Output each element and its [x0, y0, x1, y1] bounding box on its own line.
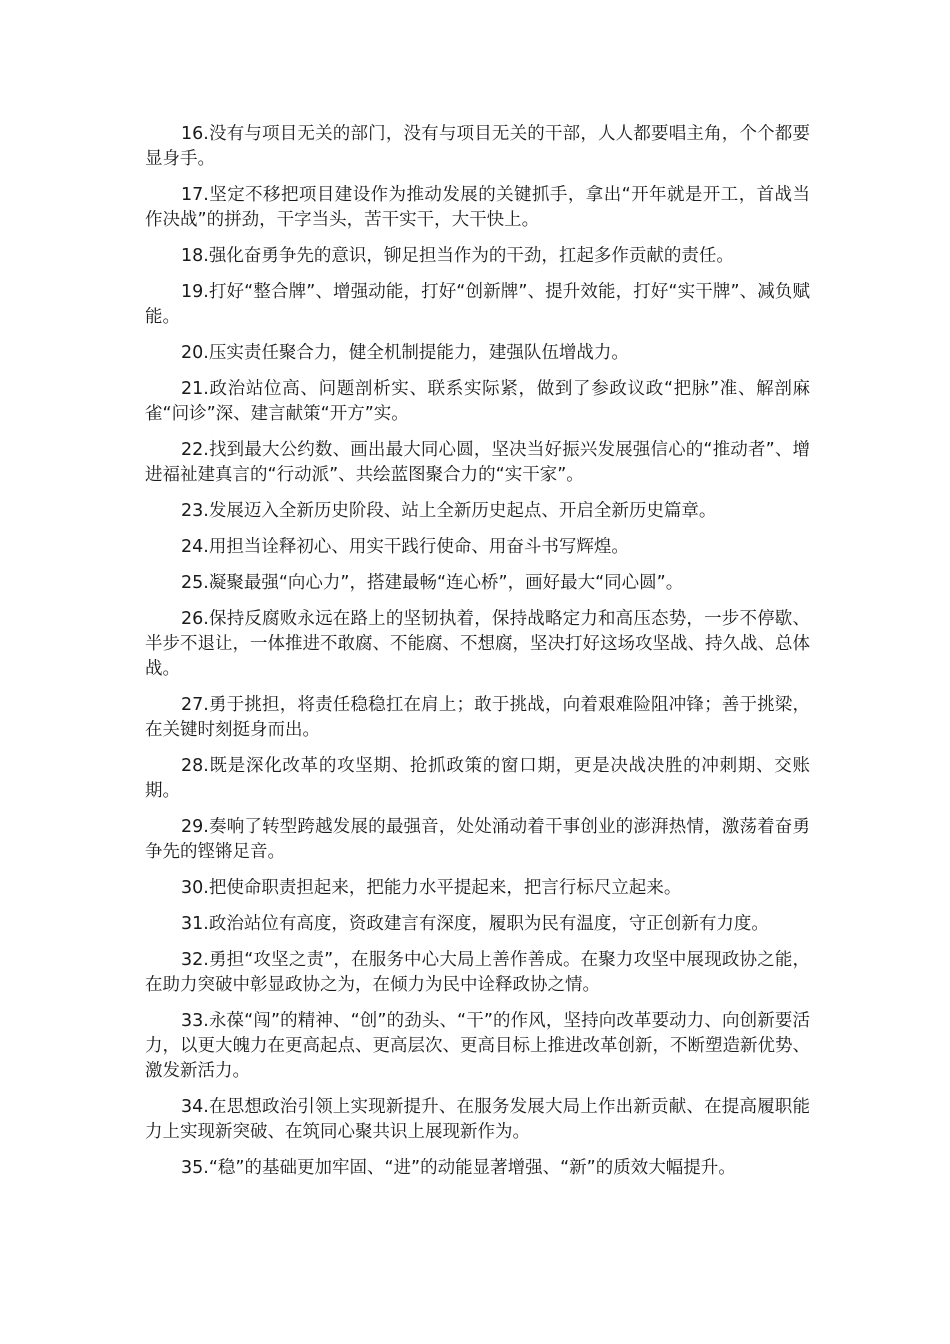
- paragraph-21: 21.政治站位高、问题剖析实、联系实际紧，做到了参政议政“把脉”准、解剖麻雀“问诊”深、建言献策“开方”实。: [145, 379, 810, 424]
- paragraph-33: 33.永葆“闯”的精神、“创”的劲头、“干”的作风，坚持向改革要动力、向创新要活力，以更大魄力在更高起点、更高层次、更高目标上推进改革创新，不断塑造新优势、激发新活力。: [145, 1011, 810, 1081]
- paragraph-18: 18.强化奋勇争先的意识，铆足担当作为的干劲，扛起多作贡献的责任。: [181, 246, 734, 266]
- paragraph-34: 34.在思想政治引领上实现新提升、在服务发展大局上作出新贡献、在提高履职能力上实现新突破、在筑同心聚共识上展现新作为。: [145, 1097, 810, 1142]
- paragraph-31: 31.政治站位有高度，资政建言有深度，履职为民有温度，守正创新有力度。: [181, 914, 769, 934]
- paragraph-16: 16.没有与项目无关的部门，没有与项目无关的干部，人人都要唱主角，个个都要显身手。: [145, 124, 810, 169]
- paragraph-23: 23.发展迈入全新历史阶段、站上全新历史起点、开启全新历史篇章。: [181, 501, 717, 521]
- paragraph-30: 30.把使命职责担起来，把能力水平提起来，把言行标尺立起来。: [181, 878, 682, 898]
- paragraph-25: 25.凝聚最强“向心力”，搭建最畅“连心桥”，画好最大“同心圆”。: [181, 573, 684, 593]
- paragraph-19: 19.打好“整合牌”、增强动能，打好“创新牌”、提升效能，打好“实干牌”、减负赋能。: [145, 282, 810, 327]
- paragraph-29: 29.奏响了转型跨越发展的最强音，处处涌动着干事创业的澎湃热情，激荡着奋勇争先的铿锵足音。: [145, 817, 810, 862]
- paragraph-22: 22.找到最大公约数、画出最大同心圆，坚决当好振兴发展强信心的“推动者”、增进福祉建真言的“行动派”、共绘蓝图聚合力的“实干家”。: [145, 440, 810, 485]
- paragraph-17: 17.坚定不移把项目建设作为推动发展的关键抓手，拿出“开年就是开工，首战当作决战”的拼劲，干字当头，苦干实干，大干快上。: [145, 185, 810, 230]
- paragraph-27: 27.勇于挑担，将责任稳稳扛在肩上；敢于挑战，向着艰难险阻冲锋；善于挑梁，在关键时刻挺身而出。: [145, 695, 810, 740]
- paragraph-35: 35.“稳”的基础更加牢固、“进”的动能显著增强、“新”的质效大幅提升。: [181, 1158, 736, 1178]
- paragraph-32: 32.勇担“攻坚之责”，在服务中心大局上善作善成。在聚力攻坚中展现政协之能，在助力突破中彰显政协之为，在倾力为民中诠释政协之情。: [145, 950, 810, 995]
- paragraph-24: 24.用担当诠释初心、用实干践行使命、用奋斗书写辉煌。: [181, 537, 629, 557]
- paragraph-26: 26.保持反腐败永远在路上的坚韧执着，保持战略定力和高压态势，一步不停歇、半步不退让，一体推进不敢腐、不能腐、不想腐，坚决打好这场攻坚战、持久战、总体战。: [145, 609, 810, 679]
- paragraph-20: 20.压实责任聚合力，健全机制提能力，建强队伍增战力。: [181, 343, 629, 363]
- paragraph-28: 28.既是深化改革的攻坚期、抢抓政策的窗口期，更是决战决胜的冲刺期、交账期。: [145, 756, 810, 801]
- document-page: [145, 122, 810, 1192]
